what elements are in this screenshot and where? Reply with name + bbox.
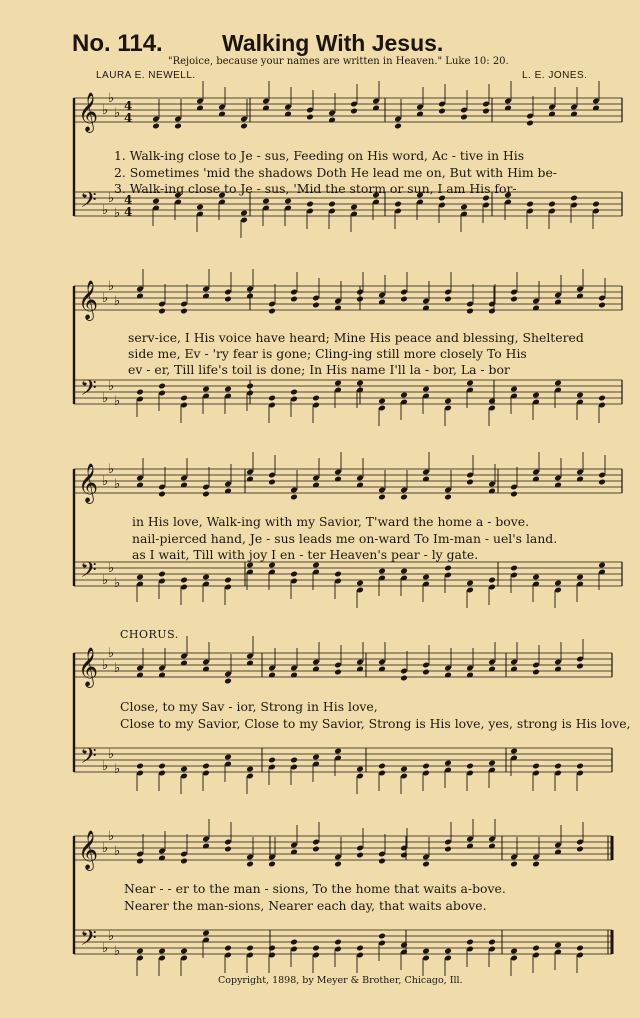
- note-head: [246, 945, 254, 952]
- flat-sign-icon: ♭: [102, 841, 109, 856]
- hymn-title: Walking With Jesus.: [222, 30, 444, 56]
- note-head: [180, 308, 188, 315]
- bass-clef-icon: 𝄢: [80, 744, 97, 774]
- note-head: [576, 945, 584, 952]
- note-head: [400, 942, 408, 949]
- note-head: [268, 308, 276, 315]
- note-head: [422, 669, 430, 676]
- flat-sign-icon: ♭: [108, 462, 115, 477]
- bass-clef-icon: 𝄢: [80, 926, 97, 956]
- note-head: [158, 491, 166, 498]
- note-head: [466, 479, 474, 486]
- note-head: [196, 204, 204, 211]
- note-head: [400, 392, 408, 399]
- note-head: [466, 580, 474, 587]
- lyric-line: 2. Sometimes 'mid the shadows Doth He lead me on, But with Him be-: [114, 165, 557, 180]
- note-head: [202, 763, 210, 770]
- note-head: [312, 846, 320, 853]
- bass-clef-icon: 𝄢: [80, 558, 97, 588]
- time-signature: 4: [124, 193, 133, 207]
- note-head: [378, 568, 386, 575]
- note-head: [334, 748, 342, 755]
- note-head: [268, 395, 276, 402]
- copyright-notice: Copyright, 1898, by Meyer & Brother, Chicago, Ill.: [218, 975, 463, 986]
- note-head: [444, 760, 452, 767]
- flat-sign-icon: ♭: [114, 106, 121, 121]
- note-head: [262, 198, 270, 205]
- note-head: [350, 108, 358, 115]
- note-head: [202, 574, 210, 581]
- note-head: [438, 108, 446, 115]
- note-head: [290, 757, 298, 764]
- note-head: [488, 760, 496, 767]
- flat-sign-icon: ♭: [114, 477, 121, 492]
- note-head: [510, 296, 518, 303]
- note-head: [378, 933, 386, 940]
- note-head: [334, 380, 342, 387]
- flat-sign-icon: ♭: [114, 206, 121, 221]
- flat-sign-icon: ♭: [108, 379, 115, 394]
- note-head: [224, 296, 232, 303]
- note-head: [224, 678, 232, 685]
- note-head: [202, 386, 210, 393]
- note-head: [598, 302, 606, 309]
- note-head: [246, 861, 254, 868]
- note-head: [554, 763, 562, 770]
- note-head: [312, 754, 320, 761]
- note-head: [598, 395, 606, 402]
- note-head: [576, 392, 584, 399]
- note-head: [152, 123, 160, 130]
- flat-sign-icon: ♭: [114, 661, 121, 676]
- note-head: [350, 204, 358, 211]
- note-head: [158, 308, 166, 315]
- flat-sign-icon: ♭: [108, 747, 115, 762]
- note-head: [152, 198, 160, 205]
- note-head: [532, 945, 540, 952]
- note-head: [180, 577, 188, 584]
- flat-sign-icon: ♭: [114, 394, 121, 409]
- chorus-label: CHORUS.: [120, 628, 179, 641]
- note-head: [246, 766, 254, 773]
- note-head: [576, 574, 584, 581]
- note-head: [466, 939, 474, 946]
- note-head: [570, 195, 578, 202]
- flat-sign-icon: ♭: [114, 944, 121, 959]
- music-author: L. E. JONES.: [522, 70, 588, 81]
- note-head: [268, 945, 276, 952]
- note-head: [202, 930, 210, 937]
- note-head: [510, 861, 518, 868]
- note-head: [510, 948, 518, 955]
- flat-sign-icon: ♭: [114, 762, 121, 777]
- lyric-line: 3. Walk-ing close to Je - sus, 'Mid the storm or sun, I am His for-: [114, 181, 517, 196]
- note-head: [158, 948, 166, 955]
- note-head: [290, 389, 298, 396]
- note-head: [510, 565, 518, 572]
- bass-clef-icon: 𝄢: [80, 376, 97, 406]
- flat-sign-icon: ♭: [114, 294, 121, 309]
- flat-sign-icon: ♭: [102, 391, 109, 406]
- note-head: [224, 945, 232, 952]
- note-head: [422, 948, 430, 955]
- flat-sign-icon: ♭: [108, 279, 115, 294]
- flat-sign-icon: ♭: [102, 658, 109, 673]
- note-head: [290, 939, 298, 946]
- note-head: [400, 568, 408, 575]
- note-head: [548, 201, 556, 208]
- note-head: [306, 114, 314, 121]
- lyric-line: Near - - er to the man - sions, To the home that waits a-bove.: [124, 881, 506, 896]
- note-head: [394, 123, 402, 130]
- flat-sign-icon: ♭: [114, 844, 121, 859]
- flat-sign-icon: ♭: [102, 573, 109, 588]
- note-head: [290, 494, 298, 501]
- note-head: [444, 846, 452, 853]
- note-head: [488, 308, 496, 315]
- note-head: [576, 763, 584, 770]
- note-head: [460, 114, 468, 121]
- note-head: [290, 296, 298, 303]
- note-head: [158, 763, 166, 770]
- flat-sign-icon: ♭: [108, 829, 115, 844]
- note-head: [510, 386, 518, 393]
- flat-sign-icon: ♭: [108, 561, 115, 576]
- note-head: [356, 580, 364, 587]
- words-author: LAURA E. NEWELL.: [96, 70, 196, 81]
- note-head: [334, 939, 342, 946]
- time-signature: 4: [124, 111, 133, 125]
- note-head: [312, 302, 320, 309]
- lyric-line: 1. Walk-ing close to Je - sus, Feeding on His word, Ac - tive in His: [114, 148, 525, 163]
- note-head: [158, 571, 166, 578]
- note-head: [400, 675, 408, 682]
- lyric-line: serv-ice, I His voice have heard; Mine His peace and blessing, Sheltered: [128, 330, 584, 345]
- note-head: [554, 580, 562, 587]
- flat-sign-icon: ♭: [102, 203, 109, 218]
- flat-sign-icon: ♭: [102, 291, 109, 306]
- note-head: [532, 861, 540, 868]
- note-head: [174, 123, 182, 130]
- lyric-line: ev - er, Till life's toil is done; In His name I'll la - bor, La - bor: [128, 362, 510, 377]
- flat-sign-icon: ♭: [102, 759, 109, 774]
- note-head: [466, 380, 474, 387]
- note-head: [224, 754, 232, 761]
- note-head: [466, 308, 474, 315]
- note-head: [554, 942, 562, 949]
- flat-sign-icon: ♭: [102, 103, 109, 118]
- note-head: [356, 766, 364, 773]
- note-head: [306, 201, 314, 208]
- note-head: [532, 574, 540, 581]
- note-head: [466, 763, 474, 770]
- note-head: [268, 757, 276, 764]
- note-head: [180, 948, 188, 955]
- treble-clef-icon: 𝄞: [78, 463, 99, 503]
- lyric-line: Nearer the man-sions, Nearer each day, that waits above.: [124, 898, 487, 913]
- note-head: [400, 766, 408, 773]
- note-head: [394, 201, 402, 208]
- note-head: [224, 846, 232, 853]
- note-head: [598, 562, 606, 569]
- note-head: [422, 574, 430, 581]
- note-head: [526, 120, 534, 127]
- note-head: [444, 398, 452, 405]
- note-head: [180, 858, 188, 865]
- note-head: [356, 852, 364, 859]
- note-head: [526, 201, 534, 208]
- note-head: [284, 198, 292, 205]
- treble-clef-icon: 𝄞: [78, 647, 99, 687]
- note-head: [312, 562, 320, 569]
- note-head: [136, 763, 144, 770]
- note-head: [400, 296, 408, 303]
- note-head: [422, 763, 430, 770]
- note-head: [532, 392, 540, 399]
- treble-clef-icon: 𝄞: [78, 830, 99, 870]
- note-head: [378, 494, 386, 501]
- note-head: [240, 123, 248, 130]
- note-head: [240, 210, 248, 217]
- flat-sign-icon: ♭: [108, 91, 115, 106]
- note-head: [290, 571, 298, 578]
- note-head: [268, 562, 276, 569]
- note-head: [224, 386, 232, 393]
- note-head: [422, 386, 430, 393]
- note-head: [532, 669, 540, 676]
- note-head: [334, 571, 342, 578]
- flat-sign-icon: ♭: [102, 474, 109, 489]
- lyric-line: Close to my Savior, Close to my Savior, Strong is His love, yes, strong is His love,: [120, 716, 631, 731]
- lyric-line: in His love, Walk-ing with my Savior, T'ward the home a - bove.: [132, 514, 530, 529]
- note-head: [180, 395, 188, 402]
- note-head: [532, 763, 540, 770]
- note-head: [400, 494, 408, 501]
- flat-sign-icon: ♭: [108, 646, 115, 661]
- note-head: [422, 861, 430, 868]
- note-head: [576, 663, 584, 670]
- note-head: [592, 201, 600, 208]
- note-head: [488, 398, 496, 405]
- note-head: [444, 565, 452, 572]
- lyric-line: as I wait, Till with joy I en - ter Heaven's pear - ly gate.: [132, 547, 479, 562]
- lyric-line: nail-pierced hand, Je - sus leads me on-ward To Im-man - uel's land.: [132, 531, 558, 546]
- note-head: [488, 939, 496, 946]
- time-signature: 4: [124, 205, 133, 219]
- note-head: [158, 383, 166, 390]
- note-head: [554, 380, 562, 387]
- note-head: [378, 398, 386, 405]
- note-head: [400, 852, 408, 859]
- time-signature: 4: [124, 99, 133, 113]
- note-head: [268, 861, 276, 868]
- note-head: [312, 395, 320, 402]
- note-head: [246, 562, 254, 569]
- note-head: [576, 846, 584, 853]
- flat-sign-icon: ♭: [108, 191, 115, 206]
- note-head: [312, 945, 320, 952]
- note-head: [510, 491, 518, 498]
- flat-sign-icon: ♭: [114, 576, 121, 591]
- scripture-reference: "Rejoice, because your names are written in Heaven." Luke 10: 20.: [168, 56, 509, 67]
- note-head: [444, 494, 452, 501]
- note-head: [180, 766, 188, 773]
- note-head: [356, 945, 364, 952]
- hymn-number: No. 114.: [72, 30, 163, 57]
- note-head: [488, 577, 496, 584]
- note-head: [136, 574, 144, 581]
- note-head: [378, 763, 386, 770]
- bass-clef-icon: 𝄢: [80, 188, 97, 218]
- note-head: [444, 948, 452, 955]
- note-head: [136, 948, 144, 955]
- note-head: [136, 389, 144, 396]
- note-head: [444, 296, 452, 303]
- note-head: [460, 204, 468, 211]
- treble-clef-icon: 𝄞: [78, 280, 99, 320]
- note-head: [136, 858, 144, 865]
- note-head: [328, 201, 336, 208]
- lyric-line: side me, Ev - 'ry fear is gone; Cling-ing still more closely To His: [128, 346, 527, 361]
- flat-sign-icon: ♭: [102, 941, 109, 956]
- note-head: [334, 861, 342, 868]
- note-head: [202, 491, 210, 498]
- note-head: [378, 858, 386, 865]
- note-head: [510, 748, 518, 755]
- flat-sign-icon: ♭: [108, 929, 115, 944]
- treble-clef-icon: 𝄞: [78, 92, 99, 132]
- note-head: [482, 108, 490, 115]
- note-head: [334, 669, 342, 676]
- lyric-line: Close, to my Sav - ior, Strong in His love,: [120, 699, 378, 714]
- note-head: [598, 479, 606, 486]
- note-head: [268, 479, 276, 486]
- note-head: [224, 577, 232, 584]
